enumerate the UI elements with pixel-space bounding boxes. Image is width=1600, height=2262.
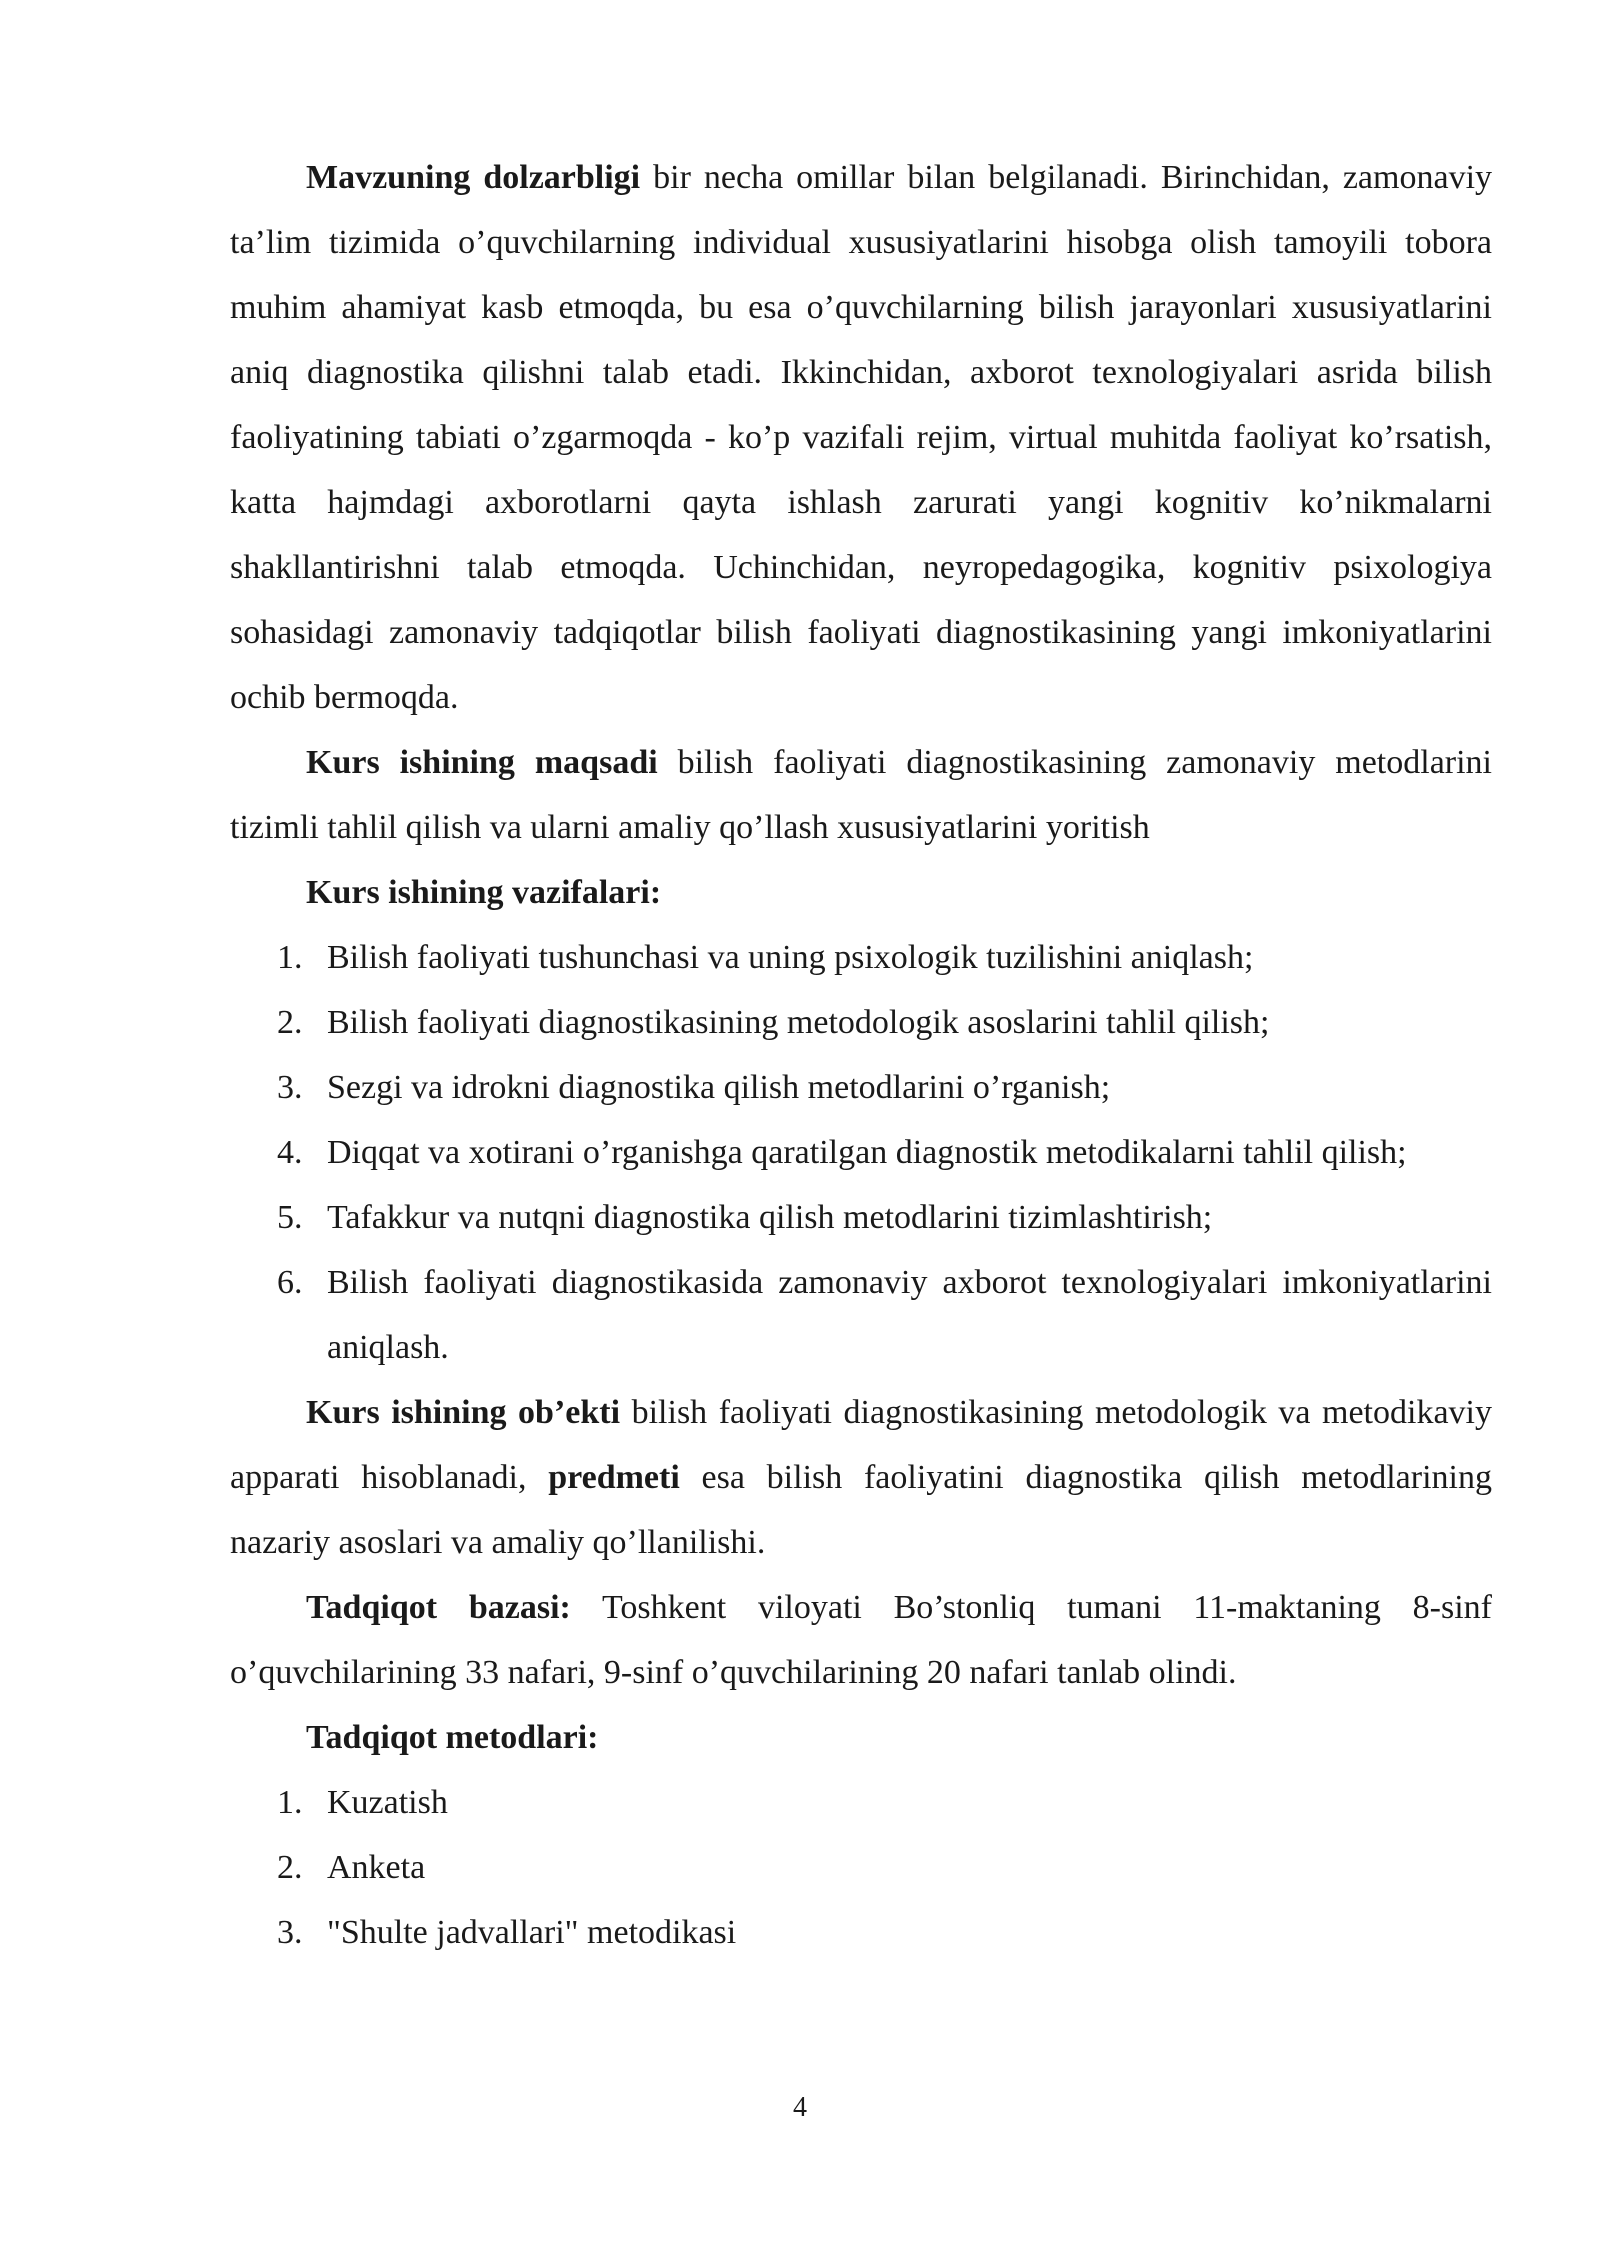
methods-list [230, 1770, 1492, 1965]
tasks-list [230, 925, 1492, 1380]
list-item-number: 5. [277, 1199, 303, 1236]
base-label: Tadqiqot bazasi: [306, 1589, 571, 1626]
tasks-heading: Kurs ishining vazifalari: [306, 874, 662, 911]
list-item-number: 1. [277, 1784, 303, 1821]
object-text: bilish faoliyati diagnostikasining metodologik va metodikaviy apparati hisoblanadi, [230, 1394, 1492, 1496]
list-item-text: Bilish faoliyati diagnostikasida zamonaviy axborot texnologiyalari imkoniyatlarini aniqlash. [327, 1264, 1492, 1366]
goal-text: bilish faoliyati diagnostikasining zamonaviy metodlarini tizimli tahlil qilish va ularni amaliy qo’llash xususiyatlarini yoritish [230, 744, 1492, 846]
list-item-number: 4. [277, 1134, 303, 1171]
list-item [230, 1835, 1492, 1900]
subject-text: esa bilish faoliyatini diagnostika qilish metodlarining nazariy asoslari va amaliy qo’llanilishi. [230, 1459, 1492, 1561]
relevance-paragraph [230, 145, 1492, 730]
list-item [230, 1770, 1492, 1835]
list-item [230, 925, 1492, 990]
object-label: Kurs ishining ob’ekti [306, 1394, 621, 1431]
list-item-number: 2. [277, 1004, 303, 1041]
base-text: Toshkent viloyati Bo’stonliq tumani 11-maktaning 8-sinf o’quvchilarining 33 nafari, 9-sinf o’quvchilarining 20 nafari tanlab olindi. [230, 1589, 1492, 1691]
document-page [230, 145, 1492, 1965]
relevance-text: bir necha omillar bilan belgilanadi. Birinchidan, zamonaviy ta’lim tizimida o’quvchilarning individual xususiyatlarini hisobga olish tamoyili tobora muhim ahamiyat kasb etmoqda, bu esa o’quvchilarning bilish jarayonlari xususiyatlarini aniq diagnostika qilishni talab etadi. Ikkinchidan, axborot texnologiyalari asrida bilish faoliyatining tabiati o’zgarmoqda - ko’p vazifali rejim, virtual muhitda faoliyat ko’rsatish, katta hajmdagi axborotlarni qayta ishlash zarurati yangi kognitiv ko’nikmalarni shakllantirishni talab etmoqda. Uchinchidan, neyropedagogika, kognitiv psixologiya sohasidagi zamonaviy tadqiqotlar bilish faoliyati diagnostikasining yangi imkoniyatlarini ochib bermoqda. [230, 159, 1493, 716]
list-item-number: 1. [277, 939, 303, 976]
list-item-text: Sezgi va idrokni diagnostika qilish metodlarini o’rganish; [327, 1069, 1111, 1106]
list-item-number: 3. [277, 1914, 303, 1951]
goal-paragraph [230, 730, 1492, 860]
subject-label: predmeti [548, 1459, 680, 1496]
list-item-number: 3. [277, 1069, 303, 1106]
list-item [230, 1185, 1492, 1250]
list-item [230, 1055, 1492, 1120]
list-item-text: Bilish faoliyati diagnostikasining metodologik asoslarini tahlil qilish; [327, 1004, 1270, 1041]
relevance-label: Mavzuning dolzarbligi [306, 159, 641, 196]
goal-label: Kurs ishining maqsadi [306, 744, 658, 781]
list-item-text: Kuzatish [327, 1784, 448, 1821]
base-paragraph [230, 1575, 1492, 1705]
list-item [230, 1120, 1492, 1185]
list-item-number: 2. [277, 1849, 303, 1886]
page-number: 4 [793, 2092, 807, 2123]
object-paragraph [230, 1380, 1492, 1575]
list-item [230, 1250, 1492, 1380]
list-item-text: Bilish faoliyati tushunchasi va uning psixologik tuzilishini aniqlash; [327, 939, 1254, 976]
methods-heading: Tadqiqot metodlari: [306, 1719, 599, 1756]
list-item-text: Diqqat va xotirani o’rganishga qaratilgan diagnostik metodikalarni tahlil qilish; [327, 1134, 1407, 1171]
list-item [230, 1900, 1492, 1965]
list-item-text: Tafakkur va nutqni diagnostika qilish metodlarini tizimlashtirish; [327, 1199, 1213, 1236]
list-item-text: Anketa [327, 1849, 426, 1886]
list-item-number: 6. [277, 1264, 303, 1301]
list-item-text: "Shulte jadvallari" metodikasi [327, 1914, 737, 1951]
list-item [230, 990, 1492, 1055]
